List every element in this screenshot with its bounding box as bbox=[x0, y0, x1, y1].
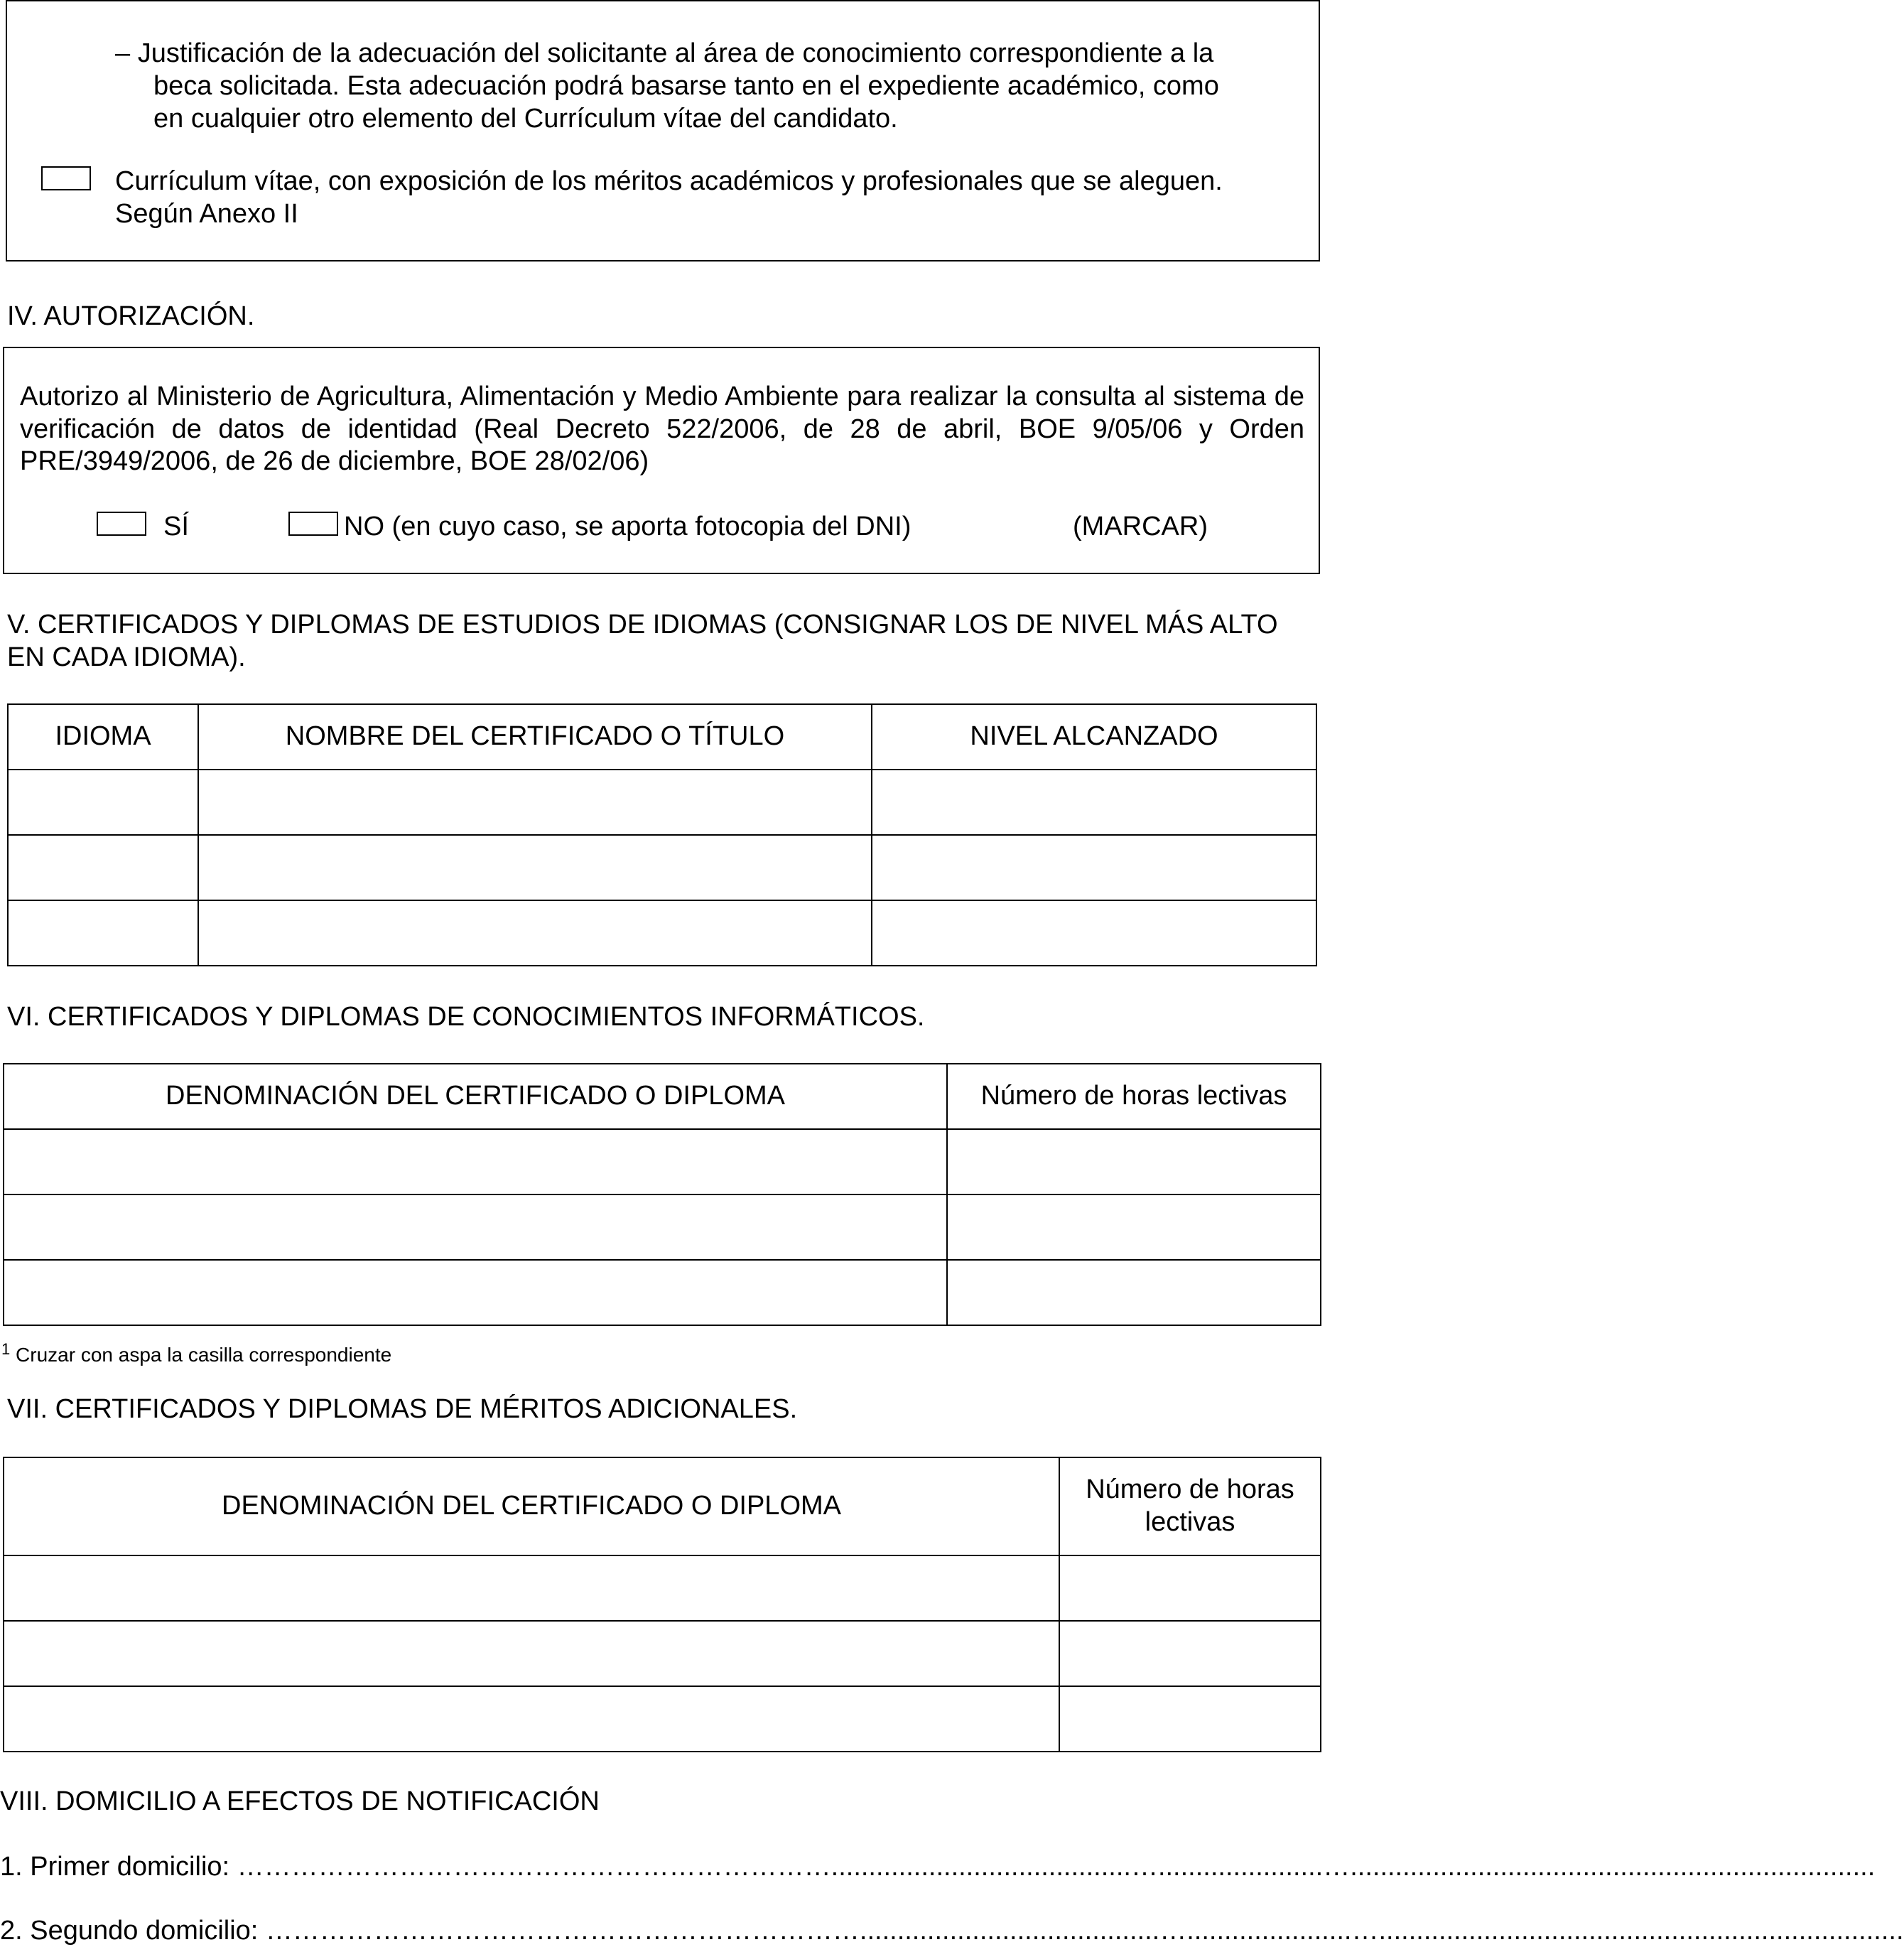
footnote-text: Cruzar con aspa la casilla correspondiente bbox=[16, 1344, 392, 1366]
dash-item-line3: en cualquier otro elemento del Currículum vítae del candidato. bbox=[153, 104, 898, 134]
col-header-certificado: NOMBRE DEL CERTIFICADO O TÍTULO bbox=[198, 704, 872, 770]
table-cell[interactable] bbox=[947, 1129, 1321, 1194]
cv-line2: Según Anexo II bbox=[115, 199, 298, 229]
section7-heading: VII. CERTIFICADOS Y DIPLOMAS DE MÉRITOS ADICIONALES. bbox=[7, 1394, 798, 1424]
section4-heading: IV. AUTORIZACIÓN. bbox=[7, 301, 255, 331]
table-cell[interactable] bbox=[4, 1129, 947, 1194]
table-row bbox=[4, 1129, 1321, 1194]
footnote bbox=[1, 1340, 391, 1367]
computing-table bbox=[3, 1063, 1321, 1326]
table-cell[interactable] bbox=[8, 835, 198, 900]
table-row bbox=[8, 900, 1316, 966]
table-cell[interactable] bbox=[947, 1194, 1321, 1260]
mark-label: (MARCAR) bbox=[1073, 512, 1208, 541]
table-cell[interactable] bbox=[947, 1260, 1321, 1325]
languages-table bbox=[7, 703, 1317, 966]
dash-item-line2: beca solicitada. Esta adecuación podrá basarse tanto en el expediente académico, como bbox=[153, 71, 1219, 101]
col-header-nivel: NIVEL ALCANZADO bbox=[872, 704, 1316, 770]
col-header-idioma: IDIOMA bbox=[8, 704, 198, 770]
table-cell[interactable] bbox=[198, 835, 872, 900]
col-header-denominacion: DENOMINACIÓN DEL CERTIFICADO O DIPLOMA bbox=[4, 1064, 947, 1129]
col-header-horas-l1: Número de horas bbox=[1086, 1474, 1294, 1505]
table-cell[interactable] bbox=[4, 1194, 947, 1260]
table-cell[interactable] bbox=[1059, 1555, 1321, 1621]
table-row bbox=[8, 770, 1316, 835]
table-cell[interactable] bbox=[1059, 1621, 1321, 1686]
section5-heading-line1: V. CERTIFICADOS Y DIPLOMAS DE ESTUDIOS DE IDIOMAS (CONSIGNAR LOS DE NIVEL MÁS ALTO bbox=[7, 610, 1278, 640]
table-cell[interactable] bbox=[198, 900, 872, 966]
address-line-1[interactable] bbox=[0, 1850, 1876, 1884]
documents-box bbox=[6, 0, 1320, 261]
table-cell[interactable] bbox=[4, 1621, 1059, 1686]
col-header-horas: Número de horas lectivas bbox=[947, 1064, 1321, 1129]
footnote-number: 1 bbox=[1, 1340, 11, 1358]
table-row bbox=[4, 1194, 1321, 1260]
table-cell[interactable] bbox=[872, 900, 1316, 966]
cv-line1: Currículum vítae, con exposición de los méritos académicos y profesionales que se aleguen. bbox=[115, 166, 1223, 196]
table-cell[interactable] bbox=[198, 770, 872, 835]
address-line-2[interactable] bbox=[0, 1914, 1904, 1947]
authorization-box bbox=[3, 347, 1320, 574]
yes-label: SÍ bbox=[163, 512, 189, 541]
table-cell[interactable] bbox=[872, 770, 1316, 835]
section6-heading: VI. CERTIFICADOS Y DIPLOMAS DE CONOCIMIENTOS INFORMÁTICOS. bbox=[7, 1002, 925, 1032]
col-header-horas-l2: lectivas bbox=[1145, 1507, 1235, 1537]
table-row bbox=[4, 1686, 1321, 1752]
table-cell[interactable] bbox=[872, 835, 1316, 900]
additional-merits-table bbox=[3, 1457, 1321, 1752]
address-label-2: 2. Segundo domicilio: bbox=[0, 1916, 259, 1946]
no-checkbox[interactable] bbox=[288, 512, 338, 536]
address-dots-1: …………………………………………………………........................................…......................…...................................................................... bbox=[237, 1852, 1876, 1882]
table-cell[interactable] bbox=[1059, 1686, 1321, 1752]
dash-item-line1: – Justificación de la adecuación del solicitante al área de conocimiento correspondiente a la bbox=[115, 38, 1214, 68]
table-cell[interactable] bbox=[4, 1686, 1059, 1752]
section5-heading-line2: EN CADA IDIOMA). bbox=[7, 642, 246, 672]
authorization-text: Autorizo al Ministerio de Agricultura, Alimentación y Medio Ambiente para realizar la consulta al sistema de verificación de datos de identidad (Real Decreto 522/2006, de 28 de abril, BOE 9/05/06 y Orden PRE/3949/2006, de 26 de diciembre, BOE 28/02/06) bbox=[20, 382, 1304, 477]
table-row bbox=[4, 1260, 1321, 1325]
cv-checkbox[interactable] bbox=[41, 166, 91, 190]
table-cell[interactable] bbox=[4, 1555, 1059, 1621]
section8-heading: VIII. DOMICILIO A EFECTOS DE NOTIFICACIÓN bbox=[0, 1786, 600, 1816]
table-cell[interactable] bbox=[8, 900, 198, 966]
yes-checkbox[interactable] bbox=[97, 512, 146, 536]
table-row bbox=[8, 835, 1316, 900]
address-dots-2: …………………………………………………………........................................…......................…...................................................................... bbox=[265, 1916, 1904, 1946]
table-row bbox=[4, 1555, 1321, 1621]
col-header-horas bbox=[1059, 1457, 1321, 1555]
no-label: NO (en cuyo caso, se aporta fotocopia del DNI) bbox=[344, 512, 912, 541]
address-label-1: 1. Primer domicilio: bbox=[0, 1852, 230, 1882]
table-cell[interactable] bbox=[8, 770, 198, 835]
table-cell[interactable] bbox=[4, 1260, 947, 1325]
col-header-denominacion: DENOMINACIÓN DEL CERTIFICADO O DIPLOMA bbox=[4, 1457, 1059, 1555]
table-row bbox=[4, 1621, 1321, 1686]
